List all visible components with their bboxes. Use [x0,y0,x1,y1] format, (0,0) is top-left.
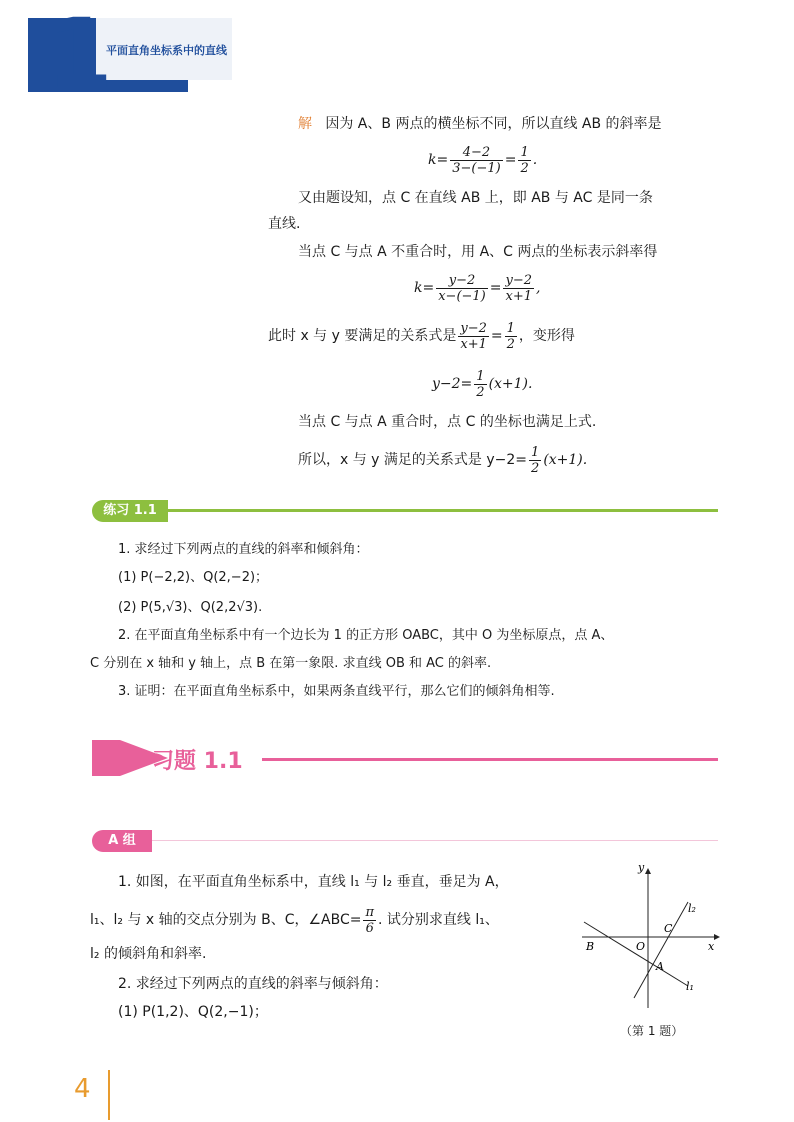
point-b-label: B [586,940,595,953]
y-axis-arrow-icon [645,868,651,874]
page-number: 4 [74,1074,91,1104]
solution-line-4: 当点 C 与点 A 不重合时，用 A、C 两点的坐标表示斜率得 [298,244,658,260]
exercise-q3: 3. 证明：在平面直角坐标系中，如果两条直线平行，那么它们的倾斜角相等. [118,684,555,699]
point-a-label: A [656,960,664,973]
group-a-tag: A 组 [92,830,152,852]
chapter-number: 1 [46,0,113,110]
solution-label: 解 [298,116,312,132]
solution-line-3: 直线. [268,216,301,232]
chapter-title: 平面直角坐标系中的直线 [106,44,227,57]
exercise-q1b: (2) P(5,√3)、Q(2,2√3). [118,600,263,615]
equation-line: y−2= $\frac{1}{2}$ (x+1). [432,368,533,400]
group-a-divider [152,840,718,841]
problem-2-line: 2. 求经过下列两点的直线的斜率与倾斜角： [118,976,388,992]
problem-1-line-3: l₂ 的倾斜角和斜率. [90,946,207,962]
problem-set-title: 习题 1.1 [152,749,243,774]
exercise-q1: 1. 求经过下列两点的直线的斜率和倾斜角： [118,542,369,557]
origin-label: O [636,940,646,953]
point-c-label: C [664,922,673,935]
figure-caption: （第 1 题） [620,1024,684,1038]
exercise-q2a: 2. 在平面直角坐标系中有一个边长为 1 的正方形 OABC，其中 O 为坐标原点，点 A、 [118,628,614,643]
equation-slope-1: k= $\frac{4-2}{3-(-1)}$ = $\frac{1}{2}$ . [428,144,538,176]
coordinate-figure [578,862,724,1012]
solution-line-1: 解 因为 A、B 两点的横坐标不同，所以直线 AB 的斜率是 [298,116,662,132]
line-l2-label: l₂ [688,902,696,915]
x-axis-label: x [708,940,715,953]
solution-line-2: 又由题设知，点 C 在直线 AB 上，即 AB 与 AC 是同一条 [298,190,653,206]
solution-line-6: 当点 C 与点 A 重合时，点 C 的坐标也满足上式. [298,414,597,430]
equation-slope-2: k= $\frac{y-2}{x-(-1)}$ = $\frac{y-2}{x+1}$ , [414,272,541,304]
exercise-divider [168,509,718,512]
exercise-q1a: (1) P(−2,2)、Q(2,−2)； [118,570,269,585]
solution-line-7: 所以，x 与 y 满足的关系式是 y−2= $\frac{1}{2}$ (x+1). [298,444,588,476]
solution-line-5: 此时 x 与 y 要满足的关系式是 $\frac{y-2}{x+1}$ = $\frac{1}{2}$ ，变形得 [268,320,575,352]
line-l1-label: l₁ [686,980,694,993]
problem-set-divider [262,758,718,761]
problem-1-line-2: l₁、l₂ 与 x 轴的交点分别为 B、C，∠ABC= $\frac{\pi}{6}$ . 试分别求直线 l₁、 [90,904,499,936]
x-axis-arrow-icon [714,934,720,940]
problem-2a-line: (1) P(1,2)、Q(2,−1)； [118,1004,268,1020]
exercise-q2b: C 分别在 x 轴和 y 轴上，点 B 在第一象限. 求直线 OB 和 AC 的斜率. [90,656,492,671]
page-number-bar [108,1070,110,1120]
problem-1-line-1: 1. 如图，在平面直角坐标系中，直线 l₁ 与 l₂ 垂直，垂足为 A， [118,874,509,890]
y-axis-label: y [638,862,645,874]
exercise-tag: 练习 1.1 [92,500,168,522]
problem-set-marker [92,740,120,776]
